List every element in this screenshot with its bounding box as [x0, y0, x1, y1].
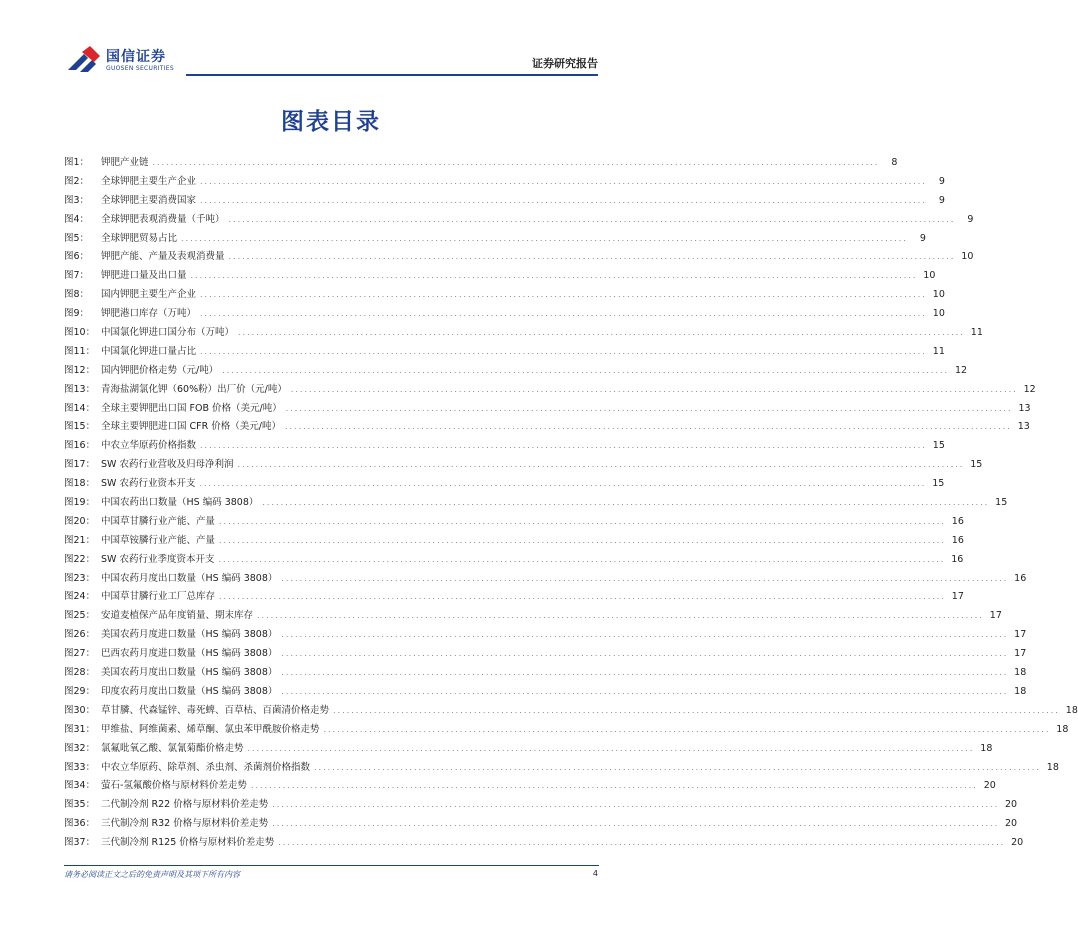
toc-entry-label: 图35： — [64, 799, 96, 811]
toc-dot-leader: ................................................................................................................................................................ — [281, 686, 1009, 696]
toc-entry-title: 青海盐湖氯化钾（60%粉）出厂价（元/吨） — [101, 383, 287, 395]
toc-entry[interactable] — [64, 721, 1069, 740]
toc-entry-title: 全球钾肥表观消费量（千吨） — [101, 213, 225, 225]
toc-entry[interactable] — [64, 532, 964, 551]
toc-dot-leader: ................................................................................................................................................................ — [219, 516, 946, 526]
toc-entry-title: 萤石-氢氟酸价格与原材料价差走势 — [101, 780, 247, 792]
toc-entry[interactable] — [64, 834, 1024, 853]
toc-entry-label: 图26： — [64, 629, 96, 641]
toc-entry[interactable] — [64, 645, 1027, 664]
toc-entry[interactable] — [64, 437, 945, 456]
toc-entry-label: 图8： — [64, 289, 90, 301]
toc-entry[interactable] — [64, 362, 968, 381]
toc-entry-label: 图29： — [64, 685, 96, 697]
toc-entry-label: 图30： — [64, 704, 96, 716]
toc-entry-title: 中国草铵膦行业产能、产量 — [101, 534, 216, 546]
toc-entry-page: 18 — [1065, 704, 1078, 716]
toc-entry-page: 13 — [1018, 402, 1031, 414]
toc-entry[interactable] — [64, 381, 1036, 400]
toc-entry-page: 16 — [1014, 572, 1027, 584]
toc-entry-label: 图6： — [64, 251, 90, 263]
report-type-label: 证券研究报告 — [532, 57, 598, 70]
toc-dot-leader: ................................................................................................................................................................ — [284, 422, 1012, 432]
toc-entry[interactable] — [64, 551, 964, 570]
toc-entry-label: 图37： — [64, 837, 96, 849]
toc-dot-leader: ................................................................................................................................................................ — [272, 800, 1000, 810]
toc-entry[interactable] — [64, 683, 1027, 702]
toc-entry-title: 国内钾肥主要生产企业 — [101, 289, 197, 301]
toc-dot-leader: ................................................................................................................................................................ — [333, 705, 1060, 715]
toc-entry-label: 图28： — [64, 667, 96, 679]
toc-entry[interactable] — [64, 324, 983, 343]
toc-entry-title: 中国草甘膦行业工厂总库存 — [101, 591, 216, 603]
toc-entry-page: 11 — [932, 345, 945, 357]
toc-entry-page: 16 — [951, 553, 964, 565]
toc-entry-page: 9 — [938, 175, 945, 187]
toc-dot-leader: ................................................................................................................................................................ — [281, 573, 1009, 583]
toc-dot-leader: ................................................................................................................................................................ — [190, 271, 918, 281]
toc-entry-label: 图2： — [64, 175, 90, 187]
toc-entry-title: SW 农药行业季度资本开支 — [101, 553, 215, 565]
toc-entry-label: 图19： — [64, 497, 96, 509]
toc-entry-page: 15 — [932, 478, 945, 490]
page-title: 图表目录 — [281, 109, 381, 135]
toc-entry-title: 草甘膦、代森锰锌、毒死蜱、百草枯、百菌清价格走势 — [101, 704, 330, 716]
toc-entry-label: 图20： — [64, 515, 96, 527]
toc-entry-page: 10 — [932, 289, 945, 301]
toc-dot-leader: ................................................................................................................................................................ — [237, 460, 965, 470]
toc-entry-title: SW 农药行业营收及归母净利润 — [101, 459, 234, 471]
toc-dot-leader: ................................................................................................................................................................ — [285, 403, 1013, 413]
toc-entry-title: 全球钾肥主要消费国家 — [101, 194, 197, 206]
toc-entry-title: SW 农药行业资本开支 — [101, 478, 196, 490]
toc-dot-leader: ................................................................................................................................................................ — [262, 498, 990, 508]
toc-dot-leader: ................................................................................................................................................................ — [200, 346, 927, 356]
toc-entry-page: 12 — [1023, 383, 1036, 395]
toc-entry-label: 图14： — [64, 402, 96, 414]
toc-entry[interactable] — [64, 607, 1002, 626]
toc-entry-page: 11 — [970, 327, 983, 339]
toc-dot-leader: ................................................................................................................................................................ — [181, 233, 908, 243]
toc-entry-label: 图13： — [64, 383, 96, 395]
toc-entry[interactable] — [64, 777, 996, 796]
toc-entry-title: 中国氯化钾进口国分布（万吨） — [101, 327, 235, 339]
toc-dot-leader: ................................................................................................................................................................ — [200, 176, 927, 186]
toc-dot-leader: ................................................................................................................................................................ — [272, 819, 1000, 829]
toc-entry[interactable] — [64, 588, 964, 607]
toc-entry[interactable] — [64, 286, 945, 305]
toc-entry-label: 图32： — [64, 742, 96, 754]
toc-entry-title: 钾肥产业链 — [101, 157, 149, 168]
toc-entry-page: 17 — [989, 610, 1002, 622]
toc-dot-leader: ................................................................................................................................................................ — [247, 743, 975, 753]
toc-entry-title: 氯氟吡氧乙酸、氯氰菊酯价格走势 — [101, 742, 244, 754]
toc-entry-page: 17 — [951, 591, 964, 603]
footer-divider — [64, 865, 599, 866]
toc-entry-page: 15 — [932, 440, 945, 452]
logo-chinese-name: 国信证券 — [106, 49, 166, 65]
toc-entry-page: 16 — [951, 534, 964, 546]
toc-entry[interactable] — [64, 211, 974, 230]
toc-dot-leader: ................................................................................................................................................................ — [219, 592, 946, 602]
toc-entry-title: 三代制冷剂 R125 价格与原材料价差走势 — [101, 837, 275, 849]
toc-entry-label: 图1： — [64, 157, 90, 168]
toc-entry-label: 图21： — [64, 534, 96, 546]
toc-entry-title: 全球主要钾肥出口国 FOB 价格（美元/吨） — [101, 402, 282, 414]
toc-entry[interactable] — [64, 740, 993, 759]
toc-entry[interactable] — [64, 626, 1027, 645]
company-logo — [66, 44, 186, 76]
toc-entry[interactable] — [64, 796, 1018, 815]
toc-entry-label: 图16： — [64, 440, 96, 452]
toc-entry-label: 图31： — [64, 723, 96, 735]
toc-entry[interactable] — [64, 230, 926, 249]
toc-dot-leader: ................................................................................................................................................................ — [281, 668, 1009, 678]
toc-entry-label: 图12： — [64, 364, 96, 376]
toc-entry-title: 安道麦植保产品年度销量、期末库存 — [101, 610, 254, 622]
toc-entry[interactable] — [64, 418, 1030, 437]
header-divider — [186, 74, 598, 76]
toc-entry-page: 16 — [951, 515, 964, 527]
figure-list — [64, 154, 1078, 853]
toc-entry-title: 甲维盐、阿维菌素、烯草酮、氯虫苯甲酰胺价格走势 — [101, 723, 320, 735]
toc-entry-title: 中国农药出口数量（HS 编码 3808） — [101, 497, 259, 509]
toc-entry-page: 15 — [995, 497, 1008, 509]
toc-entry[interactable] — [64, 343, 945, 362]
toc-dot-leader: ................................................................................................................................................................ — [228, 214, 956, 224]
toc-entry-label: 图33： — [64, 761, 96, 773]
toc-entry-title: 中农立华原药、除草剂、杀虫剂、杀菌剂价格指数 — [101, 761, 311, 773]
toc-entry[interactable] — [64, 475, 945, 494]
guosen-logo-icon — [66, 44, 102, 76]
toc-entry-title: 美国农药月度进口数量（HS 编码 3808） — [101, 629, 278, 641]
toc-entry-page: 18 — [1056, 723, 1069, 735]
toc-entry-title: 中国农药月度出口数量（HS 编码 3808） — [101, 572, 278, 584]
toc-entry-page: 9 — [919, 232, 926, 244]
toc-entry[interactable] — [64, 400, 1031, 419]
page-header — [0, 0, 662, 80]
toc-entry-label: 图25： — [64, 610, 96, 622]
toc-entry-title: 三代制冷剂 R32 价格与原材料价差走势 — [101, 818, 269, 830]
toc-entry-label: 图34： — [64, 780, 96, 792]
toc-entry-title: 钾肥产能、产量及表观消费量 — [101, 251, 225, 263]
toc-entry-label: 图36： — [64, 818, 96, 830]
toc-entry-label: 图7： — [64, 270, 90, 282]
toc-dot-leader: ................................................................................................................................................................ — [218, 554, 946, 564]
toc-entry-page: 10 — [923, 270, 936, 282]
toc-dot-leader: ................................................................................................................................................................ — [222, 365, 950, 375]
toc-dot-leader: ................................................................................................................................................................ — [323, 724, 1051, 734]
toc-entry-title: 国内钾肥价格走势（元/吨） — [101, 364, 219, 376]
toc-entry-page: 18 — [1046, 761, 1059, 773]
toc-dot-leader: ................................................................................................................................................................ — [200, 441, 927, 451]
toc-entry-page: 10 — [961, 251, 974, 263]
toc-entry[interactable] — [64, 815, 1018, 834]
toc-dot-leader: ................................................................................................................................................................ — [257, 611, 984, 621]
toc-entry[interactable] — [64, 494, 1008, 513]
toc-dot-leader: ................................................................................................................................................................ — [200, 290, 927, 300]
toc-entry-label: 图18： — [64, 478, 96, 490]
toc-entry[interactable] — [64, 173, 945, 192]
toc-entry-page: 15 — [970, 459, 983, 471]
toc-entry-title: 二代制冷剂 R22 价格与原材料价差走势 — [101, 799, 269, 811]
toc-dot-leader: ................................................................................................................................................................ — [281, 649, 1009, 659]
toc-entry[interactable] — [64, 305, 945, 324]
toc-entry[interactable] — [64, 664, 1027, 683]
toc-entry-label: 图27： — [64, 648, 96, 660]
toc-entry[interactable] — [64, 456, 983, 475]
toc-entry-page: 8 — [891, 157, 898, 168]
toc-entry-label: 图24： — [64, 591, 96, 603]
toc-entry-title: 中农立华原药价格指数 — [101, 440, 197, 452]
toc-entry-page: 17 — [1014, 648, 1027, 660]
toc-entry-page: 18 — [1014, 685, 1027, 697]
toc-entry-title: 印度农药月度出口数量（HS 编码 3808） — [101, 685, 278, 697]
toc-dot-leader: ................................................................................................................................................................ — [278, 838, 1006, 848]
toc-entry-page: 9 — [938, 194, 945, 206]
toc-entry-label: 图23： — [64, 572, 96, 584]
toc-entry-label: 图11： — [64, 345, 96, 357]
toc-dot-leader: ................................................................................................................................................................ — [200, 309, 927, 319]
toc-entry-title: 钾肥进口量及出口量 — [101, 270, 187, 282]
toc-entry[interactable] — [64, 192, 945, 211]
toc-entry[interactable] — [64, 513, 964, 532]
toc-entry-page: 20 — [1005, 818, 1018, 830]
toc-dot-leader: ................................................................................................................................................................ — [200, 195, 927, 205]
toc-entry-page: 17 — [1014, 629, 1027, 641]
toc-entry[interactable] — [64, 570, 1027, 589]
toc-entry-label: 图10： — [64, 327, 96, 339]
toc-dot-leader: ................................................................................................................................................................ — [238, 328, 965, 338]
toc-entry-label: 图3： — [64, 194, 90, 206]
toc-entry-label: 图5： — [64, 232, 90, 244]
toc-entry-page: 18 — [1014, 667, 1027, 679]
toc-entry-page: 20 — [983, 780, 996, 792]
toc-entry-page: 20 — [1011, 837, 1024, 849]
toc-entry-label: 图4： — [64, 213, 90, 225]
toc-entry-page: 12 — [954, 364, 968, 376]
toc-entry-title: 中国氯化钾进口量占比 — [101, 345, 197, 357]
toc-entry-label: 图15： — [64, 421, 96, 433]
toc-entry[interactable] — [64, 267, 936, 286]
toc-entry-page: 9 — [967, 213, 974, 225]
toc-dot-leader: ................................................................................................................................................................ — [290, 384, 1018, 394]
toc-entry[interactable] — [64, 154, 898, 173]
page-number: 4 — [592, 869, 598, 878]
toc-entry-page: 18 — [980, 742, 993, 754]
toc-dot-leader: ................................................................................................................................................................ — [314, 762, 1041, 772]
toc-entry-title: 巴西农药月度进口数量（HS 编码 3808） — [101, 648, 278, 660]
toc-entry[interactable] — [64, 702, 1078, 721]
toc-entry-title: 钾肥港口库存（万吨） — [101, 308, 197, 320]
toc-entry-title: 全球钾肥贸易占比 — [101, 232, 178, 244]
toc-entry[interactable] — [64, 248, 974, 267]
toc-entry[interactable] — [64, 759, 1059, 778]
footer-disclaimer: 请务必阅读正文之后的免责声明及其项下所有内容 — [64, 870, 240, 879]
toc-entry-title: 全球主要钾肥进口国 CFR 价格（美元/吨） — [101, 421, 281, 433]
toc-entry-label: 图22： — [64, 553, 96, 565]
toc-dot-leader: ................................................................................................................................................................ — [152, 158, 880, 167]
toc-entry-page: 13 — [1017, 421, 1030, 433]
toc-entry-page: 10 — [932, 308, 945, 320]
logo-english-name: GUOSEN SECURITIES — [106, 65, 175, 72]
toc-dot-leader: ................................................................................................................................................................ — [219, 535, 946, 545]
toc-dot-leader: ................................................................................................................................................................ — [199, 479, 927, 489]
toc-dot-leader: ................................................................................................................................................................ — [250, 781, 978, 791]
toc-dot-leader: ................................................................................................................................................................ — [281, 630, 1009, 640]
toc-entry-title: 全球钾肥主要生产企业 — [101, 175, 197, 187]
toc-entry-label: 图17： — [64, 459, 96, 471]
toc-entry-title: 美国农药月度出口数量（HS 编码 3808） — [101, 667, 278, 679]
toc-dot-leader: ................................................................................................................................................................ — [228, 252, 956, 262]
toc-entry-label: 图9： — [64, 308, 90, 320]
toc-entry-title: 中国草甘膦行业产能、产量 — [101, 515, 216, 527]
toc-entry-page: 20 — [1005, 799, 1018, 811]
